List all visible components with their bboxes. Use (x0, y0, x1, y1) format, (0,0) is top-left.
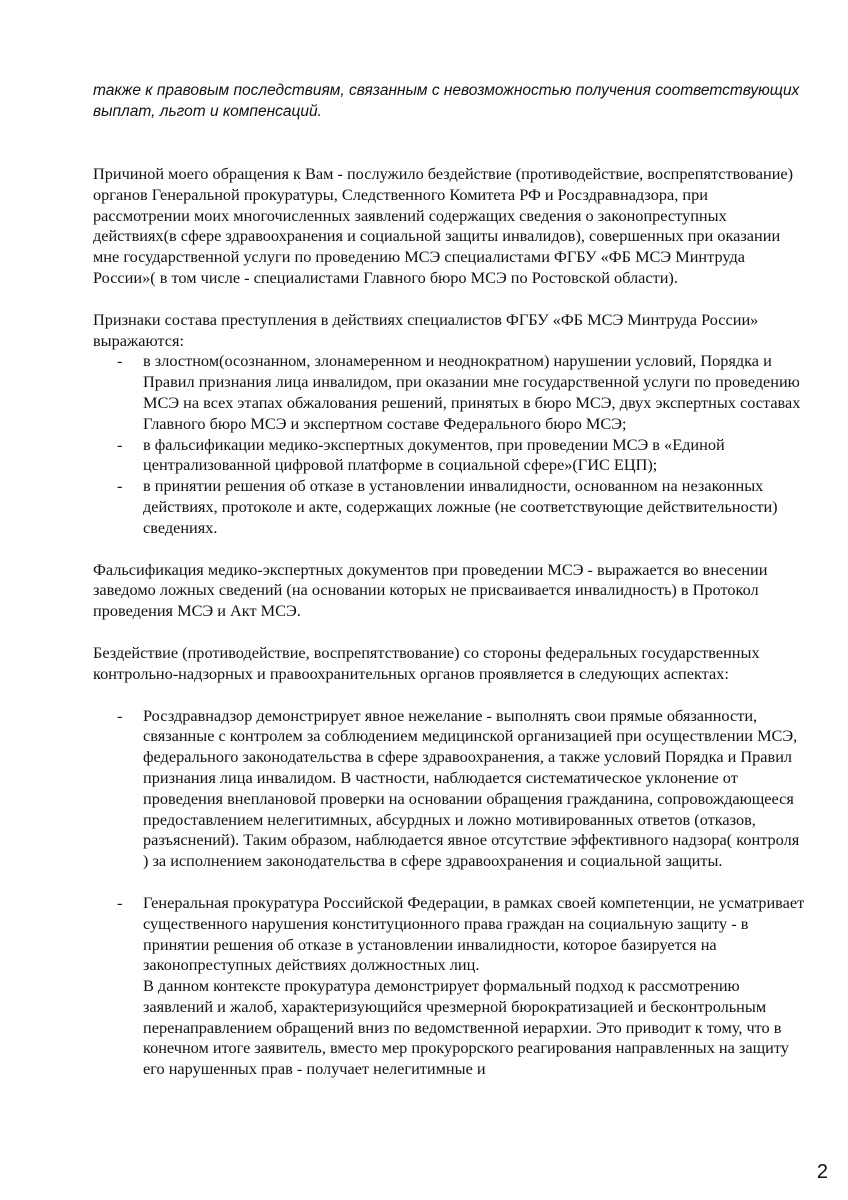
list-item: - Росздравнадзор демонстрирует явное нежелание - выполнять свои прямые обязанности, связанные с контролем за соблюдением медицинской организацией при осуществлении МСЭ, федерального законодательства в сфере здравоохранения, а также условий Порядка и Правил признания лица инвалидом. В частности, наблюдается систематическое уклонение от проведения внеплановой проверки на основании обращения гражданина, сопровождающееся предоставлением нелегитимных, абсурдных и ложно мотивированных ответов (отказов, разъяснений). Таким образом, наблюдается явное отсутствие эффективного надзора( контроля ) за исполнением законодательства в сфере здравоохранения и социальной защиты. (117, 705, 800, 871)
signs-paragraph: Признаки состава преступления в действиях специалистов ФГБУ «ФБ МСЭ Минтруда России» выражаются: (93, 309, 759, 350)
list-dash: - (117, 476, 123, 496)
prosecutor-text: Генеральная прокуратура Российской Федерации, в рамках своей компетенции, не усматривает существенного нарушения конституционного права граждан на социальную защиту - в принятии решения об отказе в установлении инвалидности, которое базируется на законопреступных действиях должностных лиц. (143, 892, 805, 975)
list-dash: - (117, 892, 123, 912)
falsification-paragraph: Фальсификация медико-экспертных документов при проведении МСЭ - выражается во внесении заведомо ложных сведений (на основании которых не присваивается инвалидность) в Протокол проведения МСЭ и Акт МСЭ. (93, 559, 768, 621)
intro-italic-paragraph: также к правовым последствиям, связанным с невозможностью получения соответствующих выплат, льгот и компенсаций. (93, 82, 800, 120)
inaction-paragraph: Бездействие (противодействие, воспрепятствование) со стороны федеральных государственных контрольно-надзорных и правоохранительных органов проявляется в следующих аспектах: (93, 642, 760, 683)
prosecutor-text-continued: В данном контексте прокуратура демонстрирует формальный подход к рассмотрению заявлений и жалоб, характеризующийся чрезмерной бюрократизацией и бесконтрольным перенаправлением обращений вниз по ведомственной иерархии. Это приводит к тому, что в конечном итоге заявитель, вместо мер прокурорского реагирования направленных на защиту его нарушенных прав - получает нелегитимные и (143, 976, 789, 1079)
reason-paragraph: Причиной моего обращения к Вам - послужило бездействие (противодействие, воспрепятствование) органов Генеральной прокуратуры, Следственного Комитета РФ и Росздравнадзора, при рассмотрении моих многочисленных заявлений содержащих сведения о законопреступных действиях(в сфере здравоохранения и социальной защиты инвалидов), совершенных при оказании мне государственной услуги по проведению МСЭ специалистами ФГБУ «ФБ МСЭ Минтруда России»( в том числе - специалистами Главного бюро МСЭ по Ростовской области). (93, 164, 794, 287)
aspects-list (93, 706, 805, 872)
list-dash: - (117, 351, 123, 371)
list-item: - в принятии решения об отказе в установлении инвалидности, основанном на незаконных действиях, протоколе и акте, содержащих ложные (не соответствующие действительности) сведениях. (117, 476, 778, 537)
aspects-list-2 (93, 893, 805, 1080)
page-number: 2 (816, 1161, 828, 1183)
list-item: - в фальсификации медико-экспертных документов, при проведении МСЭ в «Единой централизованной цифровой платформе в социальной сфере»(ГИС ЕЦП); (117, 434, 725, 475)
list-item (93, 893, 805, 1080)
list-dash: - (117, 705, 123, 725)
signs-list (93, 351, 805, 538)
document-page (93, 80, 805, 1080)
list-item: - в злостном(осознанном, злонамеренном и неоднократном) нарушении условий, Порядка и Правил признания лица инвалидом, при оказании мне государственной услуги по проведению МСЭ на всех этапах обжалования решений, принятых в бюро МСЭ, двух экспертных составах Главного бюро МСЭ и экспертном составе Федерального бюро МСЭ; (117, 351, 801, 433)
list-dash: - (117, 434, 123, 454)
